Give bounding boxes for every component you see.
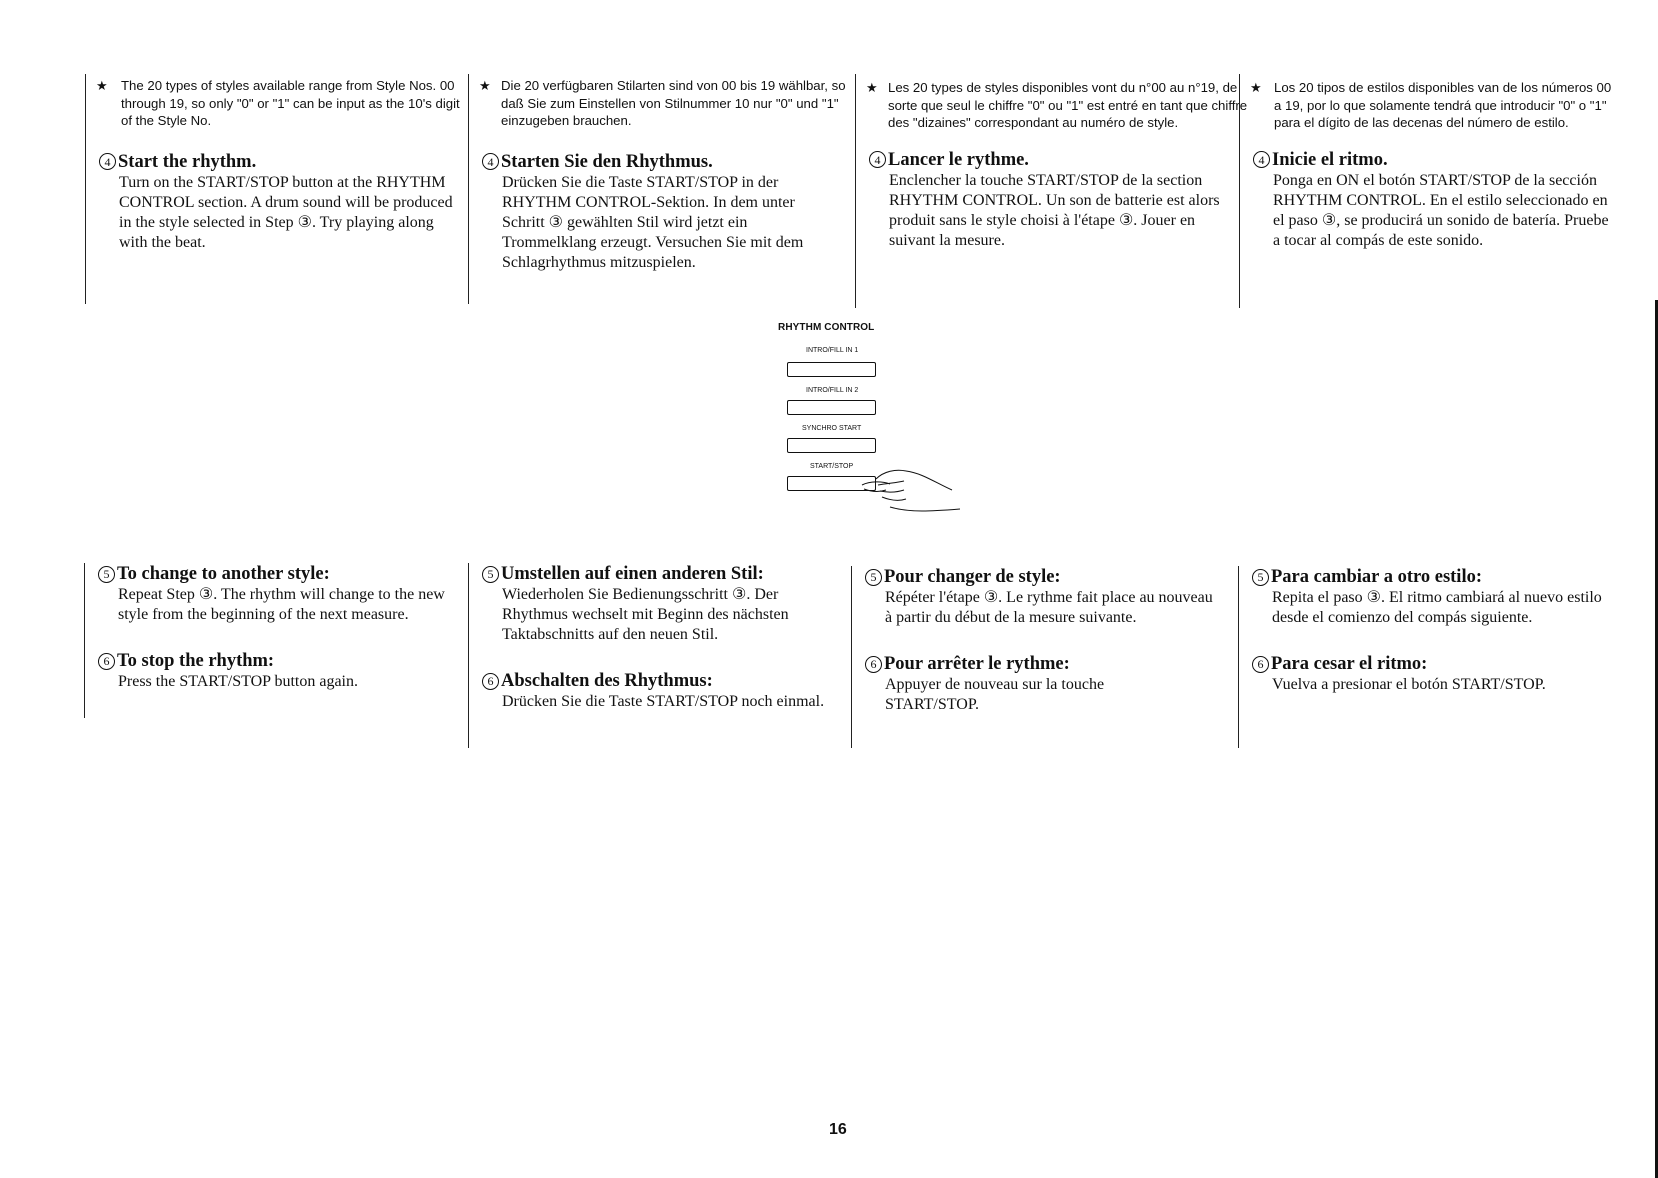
step-body: Appuyer de nouveau sur la touche START/STOP.: [885, 676, 1105, 713]
synchro-start-button: [787, 438, 876, 453]
step-title: To stop the rhythm:: [117, 651, 275, 671]
start-stop-label: START/STOP: [810, 463, 854, 470]
step-body: Vuelva a presionar el botón START/STOP.: [1272, 676, 1546, 693]
step-number-6-icon: 6: [482, 673, 499, 690]
star-icon: ★: [96, 78, 108, 93]
step-6: [85, 650, 464, 692]
style-range-note: [469, 77, 856, 130]
star-icon: ★: [866, 80, 878, 95]
step-number-6-icon: 6: [1252, 656, 1269, 673]
step-6: [469, 670, 853, 712]
step-6: [852, 653, 1236, 715]
step-body: Wiederholen Sie Bedienungsschritt ③. Der Rhythmus wechselt mit Beginn des nächsten Taktabschnitts auf den neuen Stil.: [502, 586, 789, 643]
step-title: Para cambiar a otro estilo:: [1271, 567, 1482, 587]
diagram-title: RHYTHM CONTROL: [778, 322, 875, 333]
note-block-en: [85, 74, 465, 304]
step-number-4-icon: 4: [869, 151, 886, 168]
step-title: To change to another style:: [117, 564, 330, 584]
step-title: Inicie el ritmo.: [1272, 149, 1388, 170]
synchro-start-label: SYNCHRO START: [802, 425, 862, 432]
step-number-4-icon: 4: [482, 153, 499, 170]
step-4: [1240, 149, 1619, 251]
step-title: Abschalten des Rhythmus:: [501, 671, 713, 691]
steps-block-es: [1238, 566, 1618, 748]
step-body: Press the START/STOP button again.: [118, 673, 358, 690]
step-5: [1239, 566, 1618, 628]
step-4: [469, 151, 853, 273]
step-body: Turn on the START/STOP button at the RHYTHM CONTROL section. A drum sound will be produced in the style selected in Step ③. Try playing along with the beat.: [119, 173, 453, 251]
intro-fill-1-button: [787, 362, 876, 377]
note-text: Los 20 tipos de estilos disponibles van de los números 00 a 19, por lo que solamente tendrá que introducir "0" o "1" para el dígito de las decenas del número de estilo.: [1274, 80, 1612, 130]
step-title: Start the rhythm.: [118, 151, 257, 172]
page-number: 16: [829, 1121, 847, 1138]
note-text: Les 20 types de styles disponibles vont du n°00 au n°19, de sorte que seul le chiffre "0" ou "1" est entré en tant que chiffre des "dizaines" correspondant au numéro de style.: [888, 80, 1248, 130]
step-4: [86, 151, 465, 253]
step-body: Drücken Sie die Taste START/STOP in der RHYTHM CONTROL-Sektion. In dem unter Schritt ③ gewählten Stil wird jetzt ein Trommelklang erzeugt. Versuchen Sie mit dem Schlagrhythmus mitzuspielen.: [502, 173, 804, 271]
step-title: Starten Sie den Rhythmus.: [501, 151, 713, 172]
step-body: Repita el paso ③. El ritmo cambiará al nuevo estilo desde el comienzo del compás siguiente.: [1272, 589, 1602, 626]
step-6: [1239, 653, 1618, 695]
step-title: Pour changer de style:: [884, 567, 1061, 587]
step-number-5-icon: 5: [482, 566, 499, 583]
step-5: [85, 563, 464, 625]
intro-fill-1-label: INTRO/FILL IN 1: [806, 347, 859, 354]
rhythm-control-diagram: [770, 322, 970, 512]
style-range-note: [856, 79, 1248, 132]
note-text: Die 20 verfügbaren Stilarten sind von 00 bis 19 wählbar, so daß Sie zum Einstellen von Stilnummer 10 nur "0" und "1" einzugeben brauchen.: [501, 78, 846, 128]
note-block-fr: [855, 74, 1248, 308]
style-range-note: [1240, 79, 1619, 132]
step-number-6-icon: 6: [865, 656, 882, 673]
step-4: [856, 149, 1238, 251]
step-5: [469, 563, 853, 645]
step-body: Repeat Step ③. The rhythm will change to the new style from the beginning of the next measure.: [118, 586, 445, 623]
step-5: [852, 566, 1236, 628]
steps-block-de: [468, 563, 853, 748]
step-title: Lancer le rythme.: [888, 149, 1029, 170]
intro-fill-2-label: INTRO/FILL IN 2: [806, 387, 859, 394]
steps-block-fr: [851, 566, 1236, 748]
note-block-de: [468, 74, 853, 304]
step-number-4-icon: 4: [1253, 151, 1270, 168]
star-icon: ★: [479, 78, 491, 93]
step-number-5-icon: 5: [1252, 569, 1269, 586]
step-body: Drücken Sie die Taste START/STOP noch einmal.: [502, 693, 825, 710]
step-title: Umstellen auf einen anderen Stil:: [501, 564, 764, 584]
note-block-es: [1239, 74, 1619, 308]
step-body: Enclencher la touche START/STOP de la section RHYTHM CONTROL. Un son de batterie est alors produit sans le style choisi à l'étape ③. Jouer en suivant la mesure.: [889, 171, 1220, 249]
pressing-hand-icon: [860, 457, 970, 517]
intro-fill-2-button: [787, 400, 876, 415]
step-title: Para cesar el ritmo:: [1271, 654, 1428, 674]
step-number-6-icon: 6: [98, 653, 115, 670]
step-title: Pour arrêter le rythme:: [884, 654, 1070, 674]
step-number-4-icon: 4: [99, 153, 116, 170]
style-range-note: [86, 77, 466, 130]
note-text: The 20 types of styles available range from Style Nos. 00 through 19, so only "0" or "1" can be input as the 10's digit of the Style No.: [121, 78, 460, 128]
star-icon: ★: [1250, 80, 1262, 95]
step-body: Ponga en ON el botón START/STOP de la sección RHYTHM CONTROL. En el estilo seleccionado en el paso ③, se producirá un sonido de batería. Pruebe a tocar al compás de este sonido.: [1273, 171, 1609, 249]
step-body: Répéter l'étape ③. Le rythme fait place au nouveau à partir du début de la mesure suivante.: [885, 589, 1213, 626]
steps-block-en: [84, 563, 464, 718]
step-number-5-icon: 5: [98, 566, 115, 583]
step-number-5-icon: 5: [865, 569, 882, 586]
